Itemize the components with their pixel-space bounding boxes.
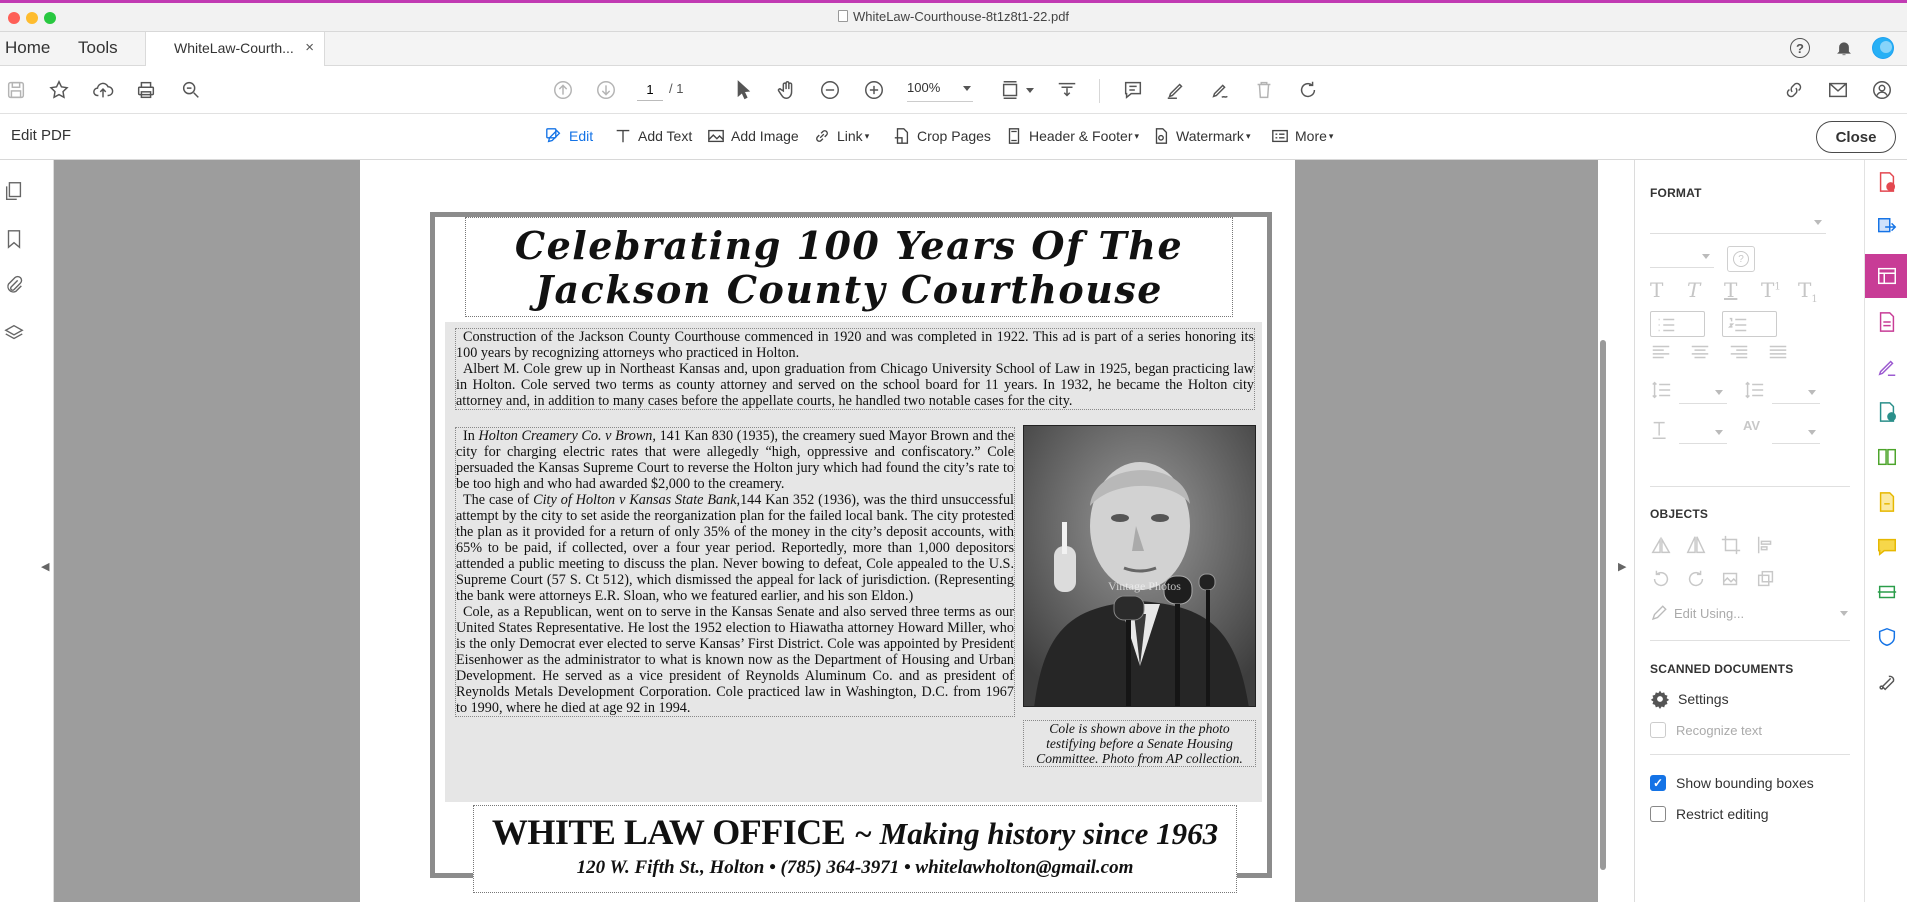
chevron-down-icon — [1840, 611, 1848, 616]
share-user-icon[interactable] — [1870, 78, 1894, 102]
align-objects-icon[interactable] — [1755, 534, 1777, 561]
crop-icon[interactable] — [1720, 534, 1742, 561]
document-tab-label: WhiteLaw-Courth... — [174, 40, 294, 56]
recognize-text-option[interactable] — [1650, 722, 1762, 738]
chevron-down-icon — [963, 86, 971, 91]
watermark-button[interactable] — [1152, 127, 1250, 145]
create-pdf-icon[interactable] — [1875, 170, 1899, 194]
arrange-objects-icon[interactable] — [1755, 568, 1777, 595]
paragraph-bank-case: The case of City of Holton v Kansas State Bank,144 Kan 352 (1936), was the third unsuccessful attempt by the city to set aside the reorganization plan for the failed local bank. The city protested the plan as it provided for a return of only 35% of the money in the city’s deposit accounts, with 65% to be paid, if collected, over a four year period. Reportedly, more than 1,000 depositors attended a public meeting to discuss the plan. Never bowing to defeat, Cole appealed to the U.S. Supreme Court (57 S. Ct 512), which dismissed the appeal for lack of jurisdiction. (Representing the bank were attorneys E.R. Sloan, who we featured earlier, and his son Eldon.) — [456, 492, 1014, 604]
restrict-editing-label: Restrict editing — [1676, 806, 1769, 822]
format-section-title: FORMAT — [1650, 186, 1702, 200]
photo-caption[interactable]: Cole is shown above in the photo testifying before a Senate Housing Committee. Photo from AP collection. — [1023, 720, 1256, 767]
creamery-case-text: 141 Kan 830 (1935), the creamery sued Mayor Brown and the city for charging electric rates that were allegedly “high, oppressive and confiscatory.” Cole persuaded the Kansas Supreme Court to reverse the Holton jury which had found the city’s rate to be too high and who had awarded $2,000 to the creamery. — [456, 428, 1014, 492]
share-link-icon[interactable] — [1782, 78, 1806, 102]
find-text-icon[interactable] — [179, 78, 203, 102]
headline-text-box[interactable] — [465, 217, 1233, 317]
align-left-icon[interactable] — [1650, 341, 1672, 368]
ad-frame — [430, 212, 1272, 878]
paragraph-spacing-dropdown[interactable] — [1772, 382, 1820, 404]
panel-divider — [1650, 640, 1850, 641]
help-icon[interactable]: ? — [1790, 38, 1810, 58]
add-image-label: Add Image — [731, 128, 799, 144]
chevron-down-icon: ▾ — [1328, 130, 1334, 141]
save-icon[interactable] — [4, 78, 28, 102]
character-spacing-dropdown[interactable] — [1772, 422, 1820, 444]
zoom-level-value: 100% — [907, 80, 941, 95]
send-for-signature-icon[interactable] — [1875, 400, 1899, 424]
text-color-swatch[interactable] — [1727, 246, 1755, 272]
scan-settings-button[interactable] — [1650, 689, 1729, 709]
photo-portrait-image — [1024, 426, 1256, 707]
restrict-editing-option[interactable] — [1650, 806, 1769, 822]
superscript-icon[interactable]: $T^1$ — [1761, 278, 1781, 302]
chevron-down-icon: ▾ — [864, 130, 870, 141]
document-tab[interactable] — [145, 32, 325, 66]
previous-page-icon[interactable] — [551, 78, 575, 102]
replace-image-icon[interactable] — [1720, 568, 1742, 595]
show-bounding-boxes-checkbox[interactable]: ✓ — [1650, 775, 1666, 791]
main-toolbar — [0, 66, 1907, 114]
collapse-right-panel-icon[interactable]: ▶ — [1618, 561, 1627, 573]
align-center-icon[interactable] — [1689, 341, 1711, 368]
add-text-label: Add Text — [638, 128, 693, 144]
recognize-text-checkbox[interactable] — [1650, 722, 1666, 738]
header-footer-icon — [1005, 127, 1023, 145]
page-thumbnails-icon[interactable] — [3, 180, 27, 204]
chevron-down-icon: ▾ — [1134, 130, 1140, 141]
pencil-icon — [1650, 604, 1668, 622]
case-name-creamery: Holton Creamery Co. v Brown, — [478, 428, 656, 444]
right-tools-rail — [1864, 160, 1907, 902]
upload-cloud-icon[interactable] — [91, 78, 115, 102]
footer-text-box[interactable] — [473, 805, 1237, 893]
collapse-left-panel-icon[interactable]: ◀ — [41, 561, 50, 573]
recognize-text-label: Recognize text — [1676, 722, 1762, 738]
notifications-bell-icon[interactable] — [1833, 37, 1855, 59]
line-spacing-dropdown[interactable] — [1679, 382, 1727, 404]
title-bar — [0, 0, 1907, 32]
add-image-button[interactable] — [707, 127, 799, 145]
organize-pages-icon[interactable] — [1875, 310, 1899, 334]
bullet-list-dropdown[interactable] — [1650, 311, 1705, 337]
text-normal-icon[interactable]: T — [1650, 278, 1664, 302]
firm-tagline: ~ Making history since 1963 — [854, 816, 1219, 851]
add-image-icon — [707, 127, 725, 145]
close-tab-icon[interactable]: × — [305, 39, 314, 56]
star-icon[interactable] — [47, 78, 71, 102]
panel-divider — [1650, 754, 1850, 755]
font-size-dropdown[interactable] — [1650, 246, 1714, 268]
photo-watermark-text: Vintage Photos — [1108, 579, 1181, 593]
page-display-icon[interactable] — [999, 78, 1023, 102]
tools-nav[interactable]: Tools — [78, 38, 118, 57]
tab-bar — [0, 32, 1907, 66]
print-icon[interactable] — [134, 78, 158, 102]
select-pointer-icon[interactable] — [731, 78, 755, 102]
rotate-right-icon[interactable] — [1685, 568, 1707, 595]
edit-pdf-label: Edit PDF — [11, 127, 72, 144]
hand-tool-icon[interactable] — [775, 78, 799, 102]
text-scale-dropdown[interactable] — [1679, 422, 1727, 444]
more-label: More — [1295, 128, 1327, 144]
window-title — [0, 9, 1907, 24]
zoom-level-dropdown[interactable] — [907, 80, 973, 102]
watermark-label: Watermark — [1176, 128, 1244, 144]
settings-label: Settings — [1678, 691, 1729, 707]
compare-files-icon[interactable] — [1875, 445, 1899, 469]
numbered-list-dropdown[interactable] — [1722, 311, 1777, 337]
edit-pdf-toolbar — [0, 114, 1907, 160]
text-underline-icon[interactable]: T — [1724, 278, 1738, 302]
intro-text-box[interactable] — [455, 328, 1255, 410]
format-properties-panel — [1634, 160, 1864, 902]
more-tools-wrench-icon[interactable] — [1875, 670, 1899, 694]
comment-icon[interactable] — [1121, 78, 1145, 102]
edit-using-label: Edit Using... — [1674, 605, 1745, 621]
headline-line-2: Jackson County Courthouse — [535, 267, 1163, 312]
delete-trash-icon[interactable] — [1252, 78, 1276, 102]
window-title-text: WhiteLaw-Courthouse-8t1z8t1-22.pdf — [852, 9, 1070, 24]
restrict-editing-checkbox[interactable] — [1650, 806, 1666, 822]
add-text-button[interactable] — [614, 127, 692, 145]
flip-horizontal-icon[interactable] — [1650, 534, 1672, 561]
text-italic-icon[interactable]: T — [1687, 278, 1701, 302]
main-column-text-box[interactable] — [455, 427, 1015, 717]
vertical-scrollbar[interactable] — [1598, 160, 1610, 902]
link-icon — [813, 127, 831, 145]
edit-icon — [545, 127, 563, 145]
add-text-icon — [614, 127, 632, 145]
font-family-dropdown[interactable] — [1650, 212, 1826, 234]
line-spacing-icon[interactable] — [1650, 379, 1672, 406]
bookmark-icon[interactable] — [3, 228, 27, 252]
more-button[interactable] — [1271, 127, 1333, 145]
paragraph-career: Cole, as a Republican, went on to serve in the Kansas Senate and also served three terms as our United States Representative. He lost the 1952 election to Hiawatha attorney Howard Miller, who is the only Democrat ever elected to serve Kansas’ First District. Cole was appointed by President Eisenhower as the administrator to what is known now as the Department of Housing and Urban Development. He served as a vice president of Reynolds Aluminum Co. and as president of Reynolds Metals Development Corporation. Cole practiced law in Washington, D.C. from 1967 to 1990, where he died at age 92 in 1994. — [456, 604, 1014, 716]
scroll-mode-icon[interactable] — [1055, 78, 1079, 102]
watermark-icon — [1152, 127, 1170, 145]
bank-case-text: 144 Kan 352 (1936), was the third unsuccessful attempt by the city to set aside the reorganization plan for the failed local bank. The city protested the plan as it provided for a return of only 35% of the money in the city’s deposit accounts, with 65% to be paid, if collected, over a four year period. Reportedly, more than 1,000 depositors attended a public meeting to discuss the plan. Never bowing to defeat, Cole appealed to the U.S. Supreme Court (57 S. Ct 512), which dismissed the appeal for lack of jurisdiction. (Representing the bank were attorneys E.R. Sloan, who we featured earlier, and his son Eldon.) — [456, 492, 1014, 604]
edit-tool-button[interactable] — [545, 127, 593, 145]
pdf-file-icon — [838, 10, 848, 22]
chevron-down-icon: ▾ — [1245, 130, 1251, 141]
total-pages-label: / 1 — [669, 81, 684, 96]
account-avatar[interactable] — [1872, 37, 1894, 59]
crop-pages-icon — [893, 127, 911, 145]
home-nav[interactable]: Home — [5, 38, 51, 57]
headline-line-1: Celebrating 100 Years Of The — [514, 223, 1184, 268]
scanned-documents-title: SCANNED DOCUMENTS — [1650, 662, 1794, 676]
crop-pages-label: Crop Pages — [917, 128, 991, 144]
fill-sign-icon[interactable] — [1875, 355, 1899, 379]
zoom-in-icon[interactable] — [862, 78, 886, 102]
show-bounding-boxes-label: Show bounding boxes — [1676, 775, 1814, 791]
link-button[interactable] — [813, 127, 869, 145]
email-icon[interactable] — [1826, 78, 1850, 102]
toolbar-divider — [1099, 79, 1100, 103]
more-icon — [1271, 127, 1289, 145]
close-edit-button[interactable]: Close — [1816, 121, 1896, 153]
highlight-pen-icon[interactable] — [1164, 78, 1188, 102]
layers-icon[interactable] — [3, 322, 27, 346]
objects-section-title: OBJECTS — [1650, 507, 1709, 521]
firm-contact: 120 W. Fifth St., Holton • (785) 364-3971 • whitelawholton@gmail.com — [576, 857, 1134, 878]
cole-photo[interactable] — [1023, 425, 1256, 707]
pdf-page — [360, 160, 1295, 902]
show-bounding-boxes-option[interactable] — [1650, 775, 1814, 791]
crop-pages-button[interactable] — [893, 127, 991, 145]
edit-using-dropdown[interactable] — [1650, 604, 1744, 622]
paragraph-spacing-icon[interactable] — [1743, 379, 1765, 406]
chevron-down-icon[interactable] — [1026, 88, 1034, 93]
article-body-area — [445, 322, 1262, 802]
paragraph-intro: Construction of the Jackson County Courthouse commenced in 1920 and was completed in 1922. This ad is part of a series honoring its 100 years by recognizing attorneys who practiced in Holton. — [456, 329, 1254, 361]
paragraph-biography: Albert M. Cole grew up in Northeast Kansas and, upon graduation from Chicago University School of Law in 1925, began practicing law in Holton. Cole served two terms as county attorney and served on the school board for 11 years. In 1932, he became the Holton city attorney and, in addition to many cases before the appellate courts, he handled two notable cases for the city. — [456, 361, 1254, 409]
page-number-input[interactable] — [637, 79, 663, 101]
firm-name: WHITE LAW OFFICE — [491, 812, 846, 852]
draw-signature-icon[interactable] — [1208, 78, 1232, 102]
panel-divider — [1650, 486, 1850, 487]
paragraph-creamery-case: In Holton Creamery Co. v Brown, 141 Kan 830 (1935), the creamery sued Mayor Brown and the city for charging electric rates that were allegedly “high, oppressive and confiscatory.” Cole persuaded the Kansas Supreme Court to reverse the Holton jury which had found the city’s rate to be too high and who had awarded $2,000 to the creamery. — [456, 428, 1014, 492]
protect-shield-icon[interactable] — [1875, 625, 1899, 649]
scan-ocr-icon[interactable] — [1875, 580, 1899, 604]
character-spacing-icon[interactable]: AV — [1743, 418, 1761, 433]
left-navigation-rail — [0, 160, 54, 902]
attachment-paperclip-icon[interactable] — [3, 274, 27, 298]
text-scale-icon[interactable] — [1650, 419, 1672, 446]
align-right-icon[interactable] — [1728, 341, 1750, 368]
question-icon: ? — [1733, 251, 1749, 267]
bullet-list-icon — [1655, 314, 1677, 336]
redo-rotate-icon[interactable] — [1296, 78, 1320, 102]
gear-icon — [1650, 689, 1670, 709]
case-name-bank: City of Holton v Kansas State Bank, — [533, 492, 741, 508]
justify-icon[interactable] — [1767, 341, 1789, 368]
flip-vertical-icon[interactable] — [1685, 534, 1707, 561]
numbered-list-icon — [1727, 314, 1749, 336]
combine-files-icon[interactable] — [1875, 490, 1899, 514]
edit-tool-label: Edit — [569, 128, 594, 144]
header-footer-label: Header & Footer — [1029, 128, 1133, 144]
export-pdf-icon[interactable] — [1875, 215, 1899, 239]
rotate-left-icon[interactable] — [1650, 568, 1672, 595]
comment-tool-icon[interactable] — [1875, 535, 1899, 559]
subscript-icon[interactable]: $T_1$ — [1798, 278, 1818, 305]
edit-pdf-tool-icon[interactable] — [1875, 264, 1899, 288]
zoom-out-icon[interactable] — [818, 78, 842, 102]
next-page-icon[interactable] — [594, 78, 618, 102]
footer-title-line — [474, 806, 1236, 856]
scroll-thumb[interactable] — [1600, 340, 1606, 870]
link-label: Link — [837, 128, 863, 144]
header-footer-button[interactable] — [1005, 127, 1139, 145]
